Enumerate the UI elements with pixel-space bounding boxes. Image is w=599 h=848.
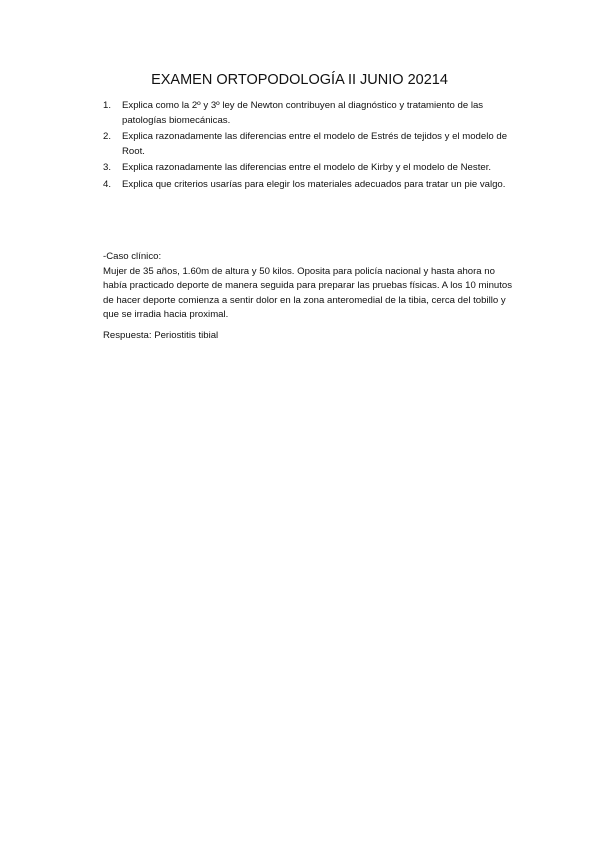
- question-item: [103, 99, 523, 128]
- question-number: 4.: [103, 178, 112, 190]
- clinical-case: [103, 250, 523, 343]
- question-number: 2.: [103, 131, 112, 142]
- question-item: [103, 130, 523, 159]
- question-text: Explica razonadamente las diferencias entre el modelo de Kirby y el modelo de Nester.: [122, 162, 492, 173]
- case-heading: -Caso clínico:: [103, 251, 162, 262]
- case-answer: Respuesta: Periostitis tibial: [103, 329, 219, 341]
- question-list: [103, 99, 523, 194]
- case-description: Mujer de 35 años, 1.60m de altura y 50 kilos. Oposita para policía nacional y hasta ahora no había practicado deporte de manera seguida para preparar las pruebas físicas. A los 10 minutos de hacer deporte comienza a sentir dolor en la zona anteromedial de la tibia, cerca del tobillo y que se irradia hacia proximal.: [103, 265, 513, 320]
- question-text: Explica que criterios usarías para elegir los materiales adecuados para tratar un pie valgo.: [122, 178, 506, 190]
- question-text: Explica razonadamente las diferencias entre el modelo de Estrés de tejidos y el modelo de Root.: [122, 131, 508, 157]
- question-number: 3.: [103, 162, 112, 173]
- exam-title: EXAMEN ORTOPODOLOGÍA II JUNIO 20214: [151, 72, 448, 88]
- question-item: [103, 161, 523, 176]
- question-item: [103, 178, 523, 193]
- question-number: 1.: [103, 100, 112, 111]
- question-text: Explica como la 2º y 3º ley de Newton contribuyen al diagnóstico y tratamiento de las patologías biomecánicas.: [122, 100, 484, 126]
